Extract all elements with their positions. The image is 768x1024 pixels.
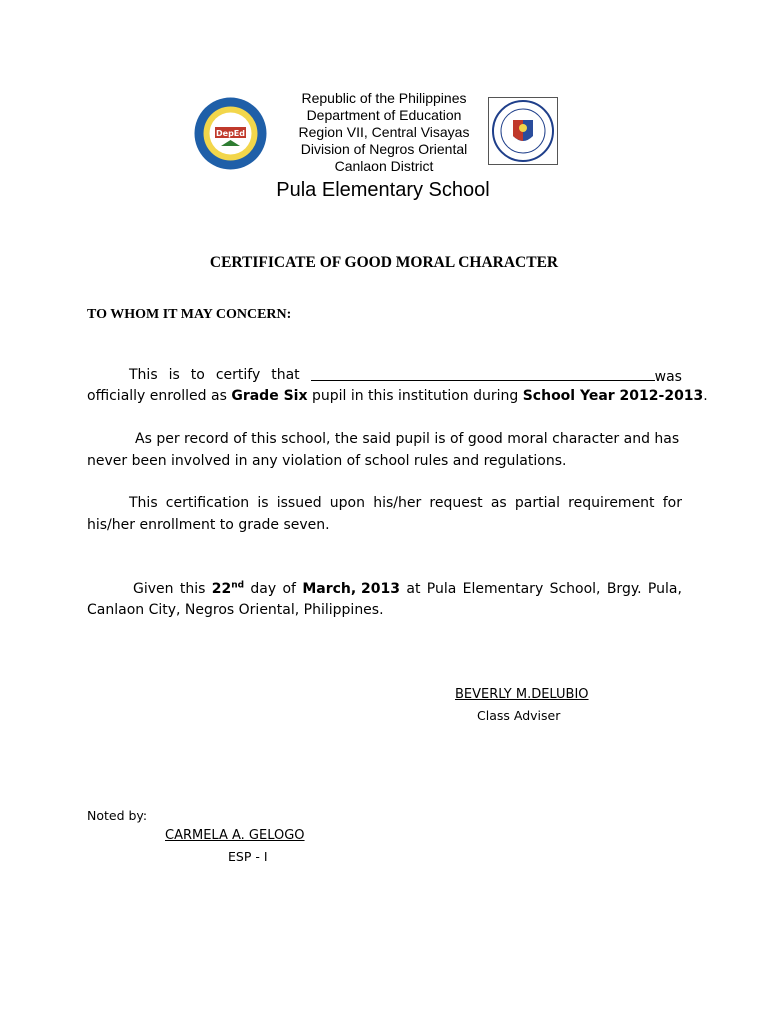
p1-line2: officially enrolled as Grade Six pupil in this institution during School Year 2012-2013.	[87, 388, 708, 404]
p4-line2: Canlaon City, Negros Oriental, Philippines.	[87, 602, 384, 618]
p2-line1: As per record of this school, the said pupil is of good moral character and has	[135, 431, 680, 447]
noter-title: ESP - I	[228, 849, 268, 864]
adviser-name: BEVERLY M.DELUBIO	[455, 687, 589, 702]
p2-line2: never been involved in any violation of school rules and regulations.	[87, 453, 567, 469]
adviser-title: Class Adviser	[477, 708, 561, 723]
month-year: March, 2013	[302, 581, 401, 597]
p3-line2: his/her enrollment to grade seven.	[87, 517, 330, 533]
grade-level: Grade Six	[231, 388, 308, 404]
school-name: Pula Elementary School	[276, 179, 490, 201]
p3-line1: This certification is issued upon his/her request as partial requirement for	[129, 495, 682, 511]
canlaon-district-seal	[193, 96, 268, 171]
school-year: School Year 2012-2013	[522, 388, 704, 404]
name-blank-line[interactable]	[311, 366, 655, 381]
svg-text:DepEd: DepEd	[216, 129, 245, 138]
header-republic: Republic of the Philippines	[301, 90, 467, 106]
header-division: Division of Negros Oriental	[300, 141, 468, 157]
certificate-title: CERTIFICATE OF GOOD MORAL CHARACTER	[209, 254, 559, 271]
day-number: 22	[211, 581, 232, 597]
header-district: Canlaon District	[334, 158, 434, 174]
p1-line1: This is to certify that was	[129, 367, 682, 385]
header-region: Region VII, Central Visayas	[298, 124, 470, 140]
header-department: Department of Education	[306, 107, 462, 123]
p4-line1: Given this 22nd day of March, 2013 at Pula Elementary School, Brgy. Pula,	[133, 580, 682, 597]
noter-name: CARMELA A. GELOGO	[165, 828, 305, 843]
deped-seal	[488, 97, 558, 165]
salutation: TO WHOM IT MAY CONCERN:	[87, 307, 292, 322]
noted-by-label: Noted by:	[87, 808, 148, 823]
